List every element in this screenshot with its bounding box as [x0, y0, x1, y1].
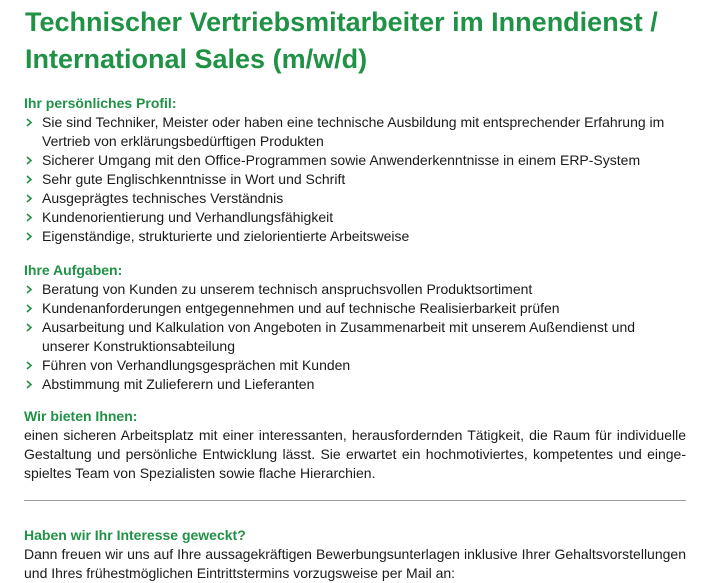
section-heading-offer: Wir bieten Ihnen:: [24, 408, 138, 424]
chevron-right-icon: [26, 280, 36, 299]
chevron-right-icon: [26, 227, 36, 246]
chevron-right-icon: [26, 189, 36, 208]
list-item: [24, 208, 686, 227]
list-item: [24, 227, 686, 246]
tasks-list: [24, 280, 686, 394]
list-item-text: Ausarbeitung und Kalkulation von Angeboten in Zusammenarbeit mit unserem Außendienst und unserer Konstruktionsabteilung: [42, 319, 636, 354]
chevron-right-icon: [26, 356, 36, 375]
section-interest: [24, 526, 686, 583]
offer-text: einen sicheren Arbeitsplatz mit einer interessanten, herausfordernden Tätigkeit, die Raum für individuelle Gestaltung und persönliche Entwicklung lässt. Sie erwartet ein hochmotiviertes, kompetentes und eingespieltes Team von Spezialisten sowie flache Hierarchien.: [24, 427, 686, 481]
list-item-text: Kundenanforderungen entgegennehmen und auf technische Realisierbarkeit prüfen: [42, 300, 560, 316]
list-item: [24, 356, 686, 375]
list-item: [24, 189, 686, 208]
section-tasks: [24, 261, 686, 394]
section-divider: [24, 500, 686, 501]
list-item: [24, 299, 686, 318]
list-item-text: Eigenständige, strukturierte und zielorientierte Arbeitsweise: [42, 228, 410, 244]
profile-list: [24, 113, 686, 246]
list-item-text: Sicherer Umgang mit den Office-Programmen sowie Anwenderkenntnisse in einem ERP-System: [42, 152, 641, 168]
list-item: [24, 280, 686, 299]
section-offer: [24, 407, 686, 483]
list-item: [24, 375, 686, 394]
chevron-right-icon: [26, 318, 36, 337]
list-item-text: Führen von Verhandlungsgesprächen mit Kunden: [42, 357, 351, 373]
list-item-text: Beratung von Kunden zu unserem technisch anspruchsvollen Produktsortiment: [42, 281, 533, 297]
list-item-text: Ausgeprägtes technisches Verständnis: [42, 190, 284, 206]
list-item: [24, 170, 686, 189]
list-item: [24, 151, 686, 170]
list-item: [24, 113, 686, 151]
chevron-right-icon: [26, 208, 36, 227]
chevron-right-icon: [26, 375, 36, 394]
section-heading-tasks: Ihre Aufgaben:: [24, 262, 123, 278]
chevron-right-icon: [26, 170, 36, 189]
chevron-right-icon: [26, 113, 36, 132]
chevron-right-icon: [26, 151, 36, 170]
page-title: Technischer Vertriebsmitarbeiter im Innendienst / International Sales (m/w/d): [25, 7, 658, 74]
list-item: [24, 318, 686, 356]
section-heading-interest: Haben wir Ihr Interesse geweckt?: [24, 527, 246, 543]
application-text: Dann freuen wir uns auf Ihre aussagekräftigen Bewerbungsunterlagen inklusive Ihrer Gehaltsvorstellungen und Ihres frühestmöglichen Eintrittstermins vorzugsweise per Mail an:: [24, 546, 686, 581]
list-item-text: Kundenorientierung und Verhandlungsfähigkeit: [42, 209, 334, 225]
list-item-text: Abstimmung mit Zulieferern und Lieferanten: [42, 376, 315, 392]
chevron-right-icon: [26, 299, 36, 318]
section-profile: [24, 94, 686, 246]
list-item-text: Sie sind Techniker, Meister oder haben eine technische Ausbildung mit entsprechender Erfahrung im Vertrieb von erklärungsbedürftigen Produkten: [42, 114, 665, 149]
section-heading-profile: Ihr persönliches Profil:: [24, 95, 177, 111]
list-item-text: Sehr gute Englischkenntnisse in Wort und Schrift: [42, 171, 346, 187]
